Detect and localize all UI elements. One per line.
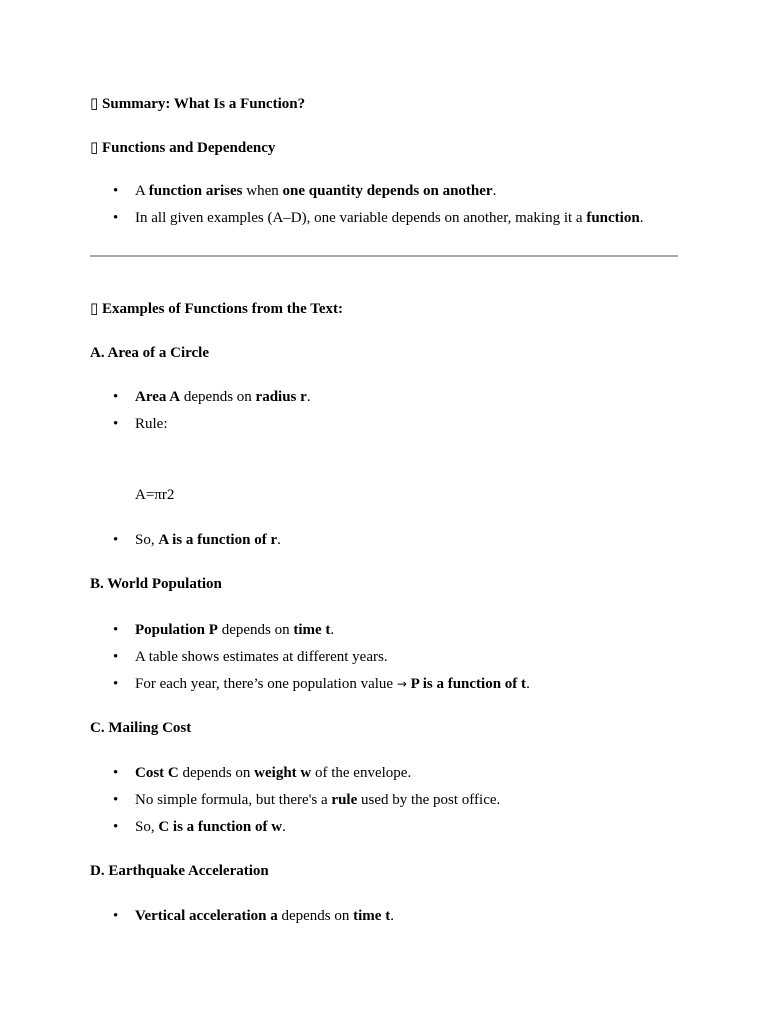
list-item-text: No simple formula, but there's a rule used by the post office. (135, 792, 501, 808)
bullet-icon: • (113, 183, 119, 199)
area-formula: A=πr2 (135, 487, 175, 503)
bullet-icon: • (113, 792, 119, 808)
section-c-title: C. Mailing Cost (90, 720, 192, 736)
section-a-title: A. Area of a Circle (90, 345, 209, 361)
list-item-text: So, C is a function of w. (135, 819, 286, 835)
bullet-icon: • (113, 416, 119, 432)
dependency-heading (90, 138, 275, 157)
list-item-text: For each year, there’s one population value → P is a function of t. (135, 676, 530, 692)
dependency-heading-text: Functions and Dependency (102, 140, 276, 156)
bullet-icon: • (113, 622, 119, 638)
examples-heading-text: Examples of Functions from the Text: (102, 301, 343, 317)
section-d-title: D. Earthquake Acceleration (90, 863, 269, 879)
horizontal-divider (90, 255, 678, 257)
bullet-icon: • (113, 532, 119, 548)
summary-heading-text: Summary: What Is a Function? (102, 96, 306, 112)
list-item-text: Cost C depends on weight w of the envelope. (135, 765, 412, 781)
bullet-icon: • (113, 765, 119, 781)
list-item-text: A table shows estimates at different years. (135, 649, 388, 665)
summary-heading (90, 94, 305, 113)
section-b-title: B. World Population (90, 576, 222, 592)
bullet-icon: • (113, 389, 119, 405)
bullet-icon: • (113, 676, 119, 692)
bullet-icon: • (113, 908, 119, 924)
list-item-text: Vertical acceleration a depends on time t. (135, 908, 394, 924)
bullet-icon: • (113, 210, 119, 226)
list-item-text: Rule: (135, 416, 168, 432)
bullet-icon: • (113, 819, 119, 835)
list-item-text: So, A is a function of r. (135, 532, 281, 548)
list-item-text: In all given examples (A–D), one variable depends on another, making it a function. (135, 210, 644, 226)
examples-heading (90, 299, 343, 318)
missing-glyph-icon: ▯ (90, 94, 99, 112)
list-item-text: Area A depends on radius r. (135, 389, 311, 405)
list-item-text: A function arises when one quantity depends on another. (135, 183, 497, 199)
arrow-right-icon: → (396, 677, 407, 691)
bullet-icon: • (113, 649, 119, 665)
missing-glyph-icon: ▯ (90, 299, 99, 317)
list-item-text: Population P depends on time t. (135, 622, 335, 638)
missing-glyph-icon: ▯ (90, 138, 99, 156)
